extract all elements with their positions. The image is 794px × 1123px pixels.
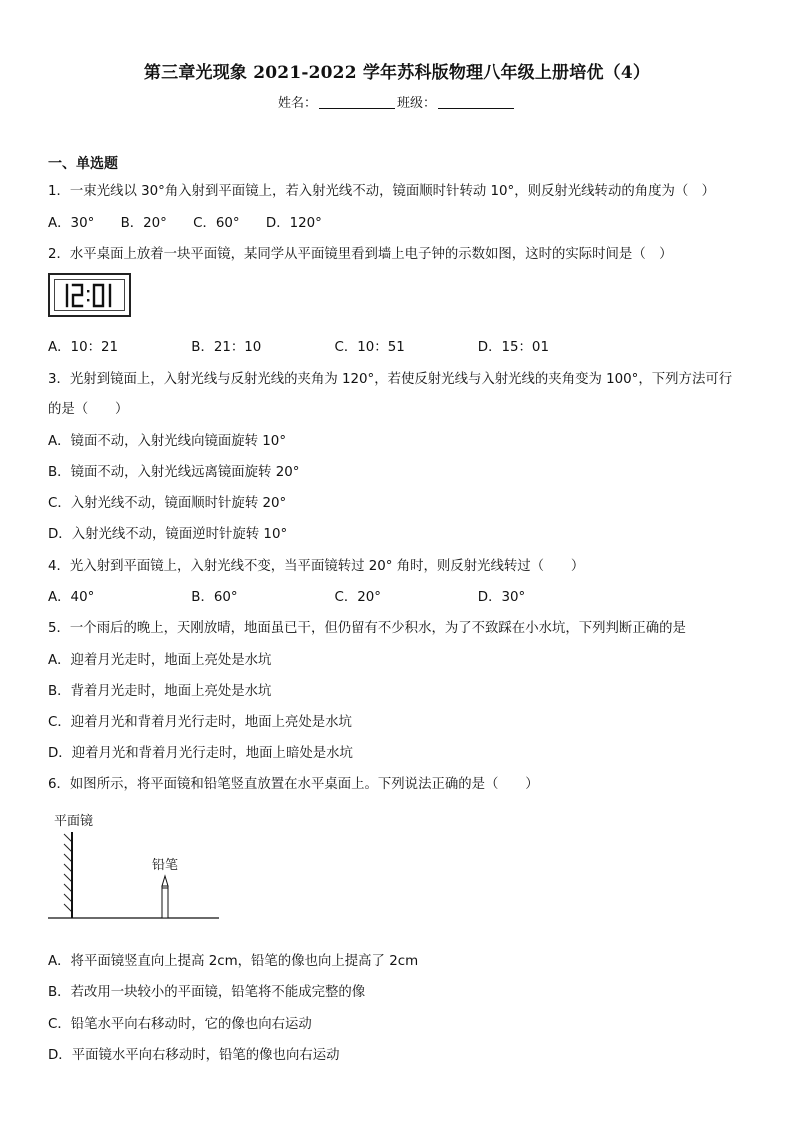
student-info xyxy=(0,92,794,111)
option-d: D．30° xyxy=(477,590,526,605)
question-1-options xyxy=(48,212,344,231)
mirror-pencil-diagram xyxy=(44,830,224,925)
question-2-text: 2．水平桌面上放着一块平面镜，某同学从平面镜里看到墙上电子钟的示数如图，这时的实际时间是（ ） xyxy=(48,247,673,262)
name-label: 姓名： xyxy=(277,96,317,111)
name-blank[interactable] xyxy=(319,108,395,109)
page-title: 第三章光现象 2021-2022 学年苏科版物理八年级上册培优（4） xyxy=(143,63,651,83)
question-5-option-a: A．迎着月光走时，地面上亮处是水坑 xyxy=(48,653,272,668)
pencil-label: 铅笔 xyxy=(152,858,179,873)
option-d: D．120° xyxy=(265,216,322,231)
digital-clock-figure xyxy=(48,273,131,317)
question-6-option-a: A．将平面镜竖直向上提高 2cm，铅笔的像也向上提高了 2cm xyxy=(48,954,419,969)
question-5-option-b: B．背着月光走时，地面上亮处是水坑 xyxy=(48,684,272,699)
option-a: A．10：21 xyxy=(48,340,119,355)
question-3-text-line-1: 3．光射到镜面上，入射光线与反射光线的夹角为 120°，若使反射光线与入射光线的夹角变为 100°，下列方法可行 xyxy=(48,372,733,387)
question-5-option-d: D．迎着月光和背着月光行走时，地面上暗处是水坑 xyxy=(48,746,353,761)
question-1-text: 1．一束光线以 30°角入射到平面镜上，若入射光线不动，镜面顺时针转动 10°，则反射光线转动的角度为（ ） xyxy=(48,184,716,199)
class-label: 班级： xyxy=(397,96,437,111)
question-6-option-b: B．若改用一块较小的平面镜，铅笔将不能成完整的像 xyxy=(48,985,366,1000)
pencil xyxy=(162,876,168,918)
question-2-options xyxy=(48,336,617,355)
question-3-text-line-2: 的是（ ） xyxy=(48,402,129,417)
question-3-option-b: B．镜面不动，入射光线远离镜面旋转 20° xyxy=(48,465,300,480)
option-a: A．30° xyxy=(48,216,95,231)
section-heading: 一、单选题 xyxy=(48,156,118,172)
question-5-text: 5．一个雨后的晚上，天刚放晴，地面虽已干，但仍留有不少积水，为了不致踩在小水坑，下列判断正确的是 xyxy=(48,621,686,636)
option-c: C．10：51 xyxy=(334,340,405,355)
class-blank[interactable] xyxy=(438,108,514,109)
question-3-option-a: A．镜面不动，入射光线向镜面旋转 10° xyxy=(48,434,287,449)
mirror-hatching xyxy=(64,834,72,912)
mirror-label: 平面镜 xyxy=(54,814,94,829)
question-6-text: 6．如图所示，将平面镜和铅笔竖直放置在水平桌面上。下列说法正确的是（ ） xyxy=(48,777,539,792)
option-b: B．60° xyxy=(191,590,238,605)
option-c: C．20° xyxy=(334,590,382,605)
question-4-options xyxy=(48,586,617,605)
option-d: D．15：01 xyxy=(477,340,549,355)
question-6-option-c: C．铅笔水平向右移动时，它的像也向右运动 xyxy=(48,1017,312,1032)
clock-digits xyxy=(50,275,129,315)
question-5-option-c: C．迎着月光和背着月光行走时，地面上亮处是水坑 xyxy=(48,715,352,730)
option-b: B．20° xyxy=(120,216,167,231)
option-b: B．21：10 xyxy=(191,340,262,355)
question-4-text: 4．光入射到平面镜上，入射光线不变，当平面镜转过 20° 角时，则反射光线转过（ ） xyxy=(48,559,585,574)
option-a: A．40° xyxy=(48,590,95,605)
option-c: C．60° xyxy=(193,216,240,231)
question-3-option-c: C．入射光线不动，镜面顺时针旋转 20° xyxy=(48,496,287,511)
question-3-option-d: D．入射光线不动，镜面逆时针旋转 10° xyxy=(48,527,288,542)
question-6-option-d: D．平面镜水平向右移动时，铅笔的像也向右运动 xyxy=(48,1048,340,1063)
